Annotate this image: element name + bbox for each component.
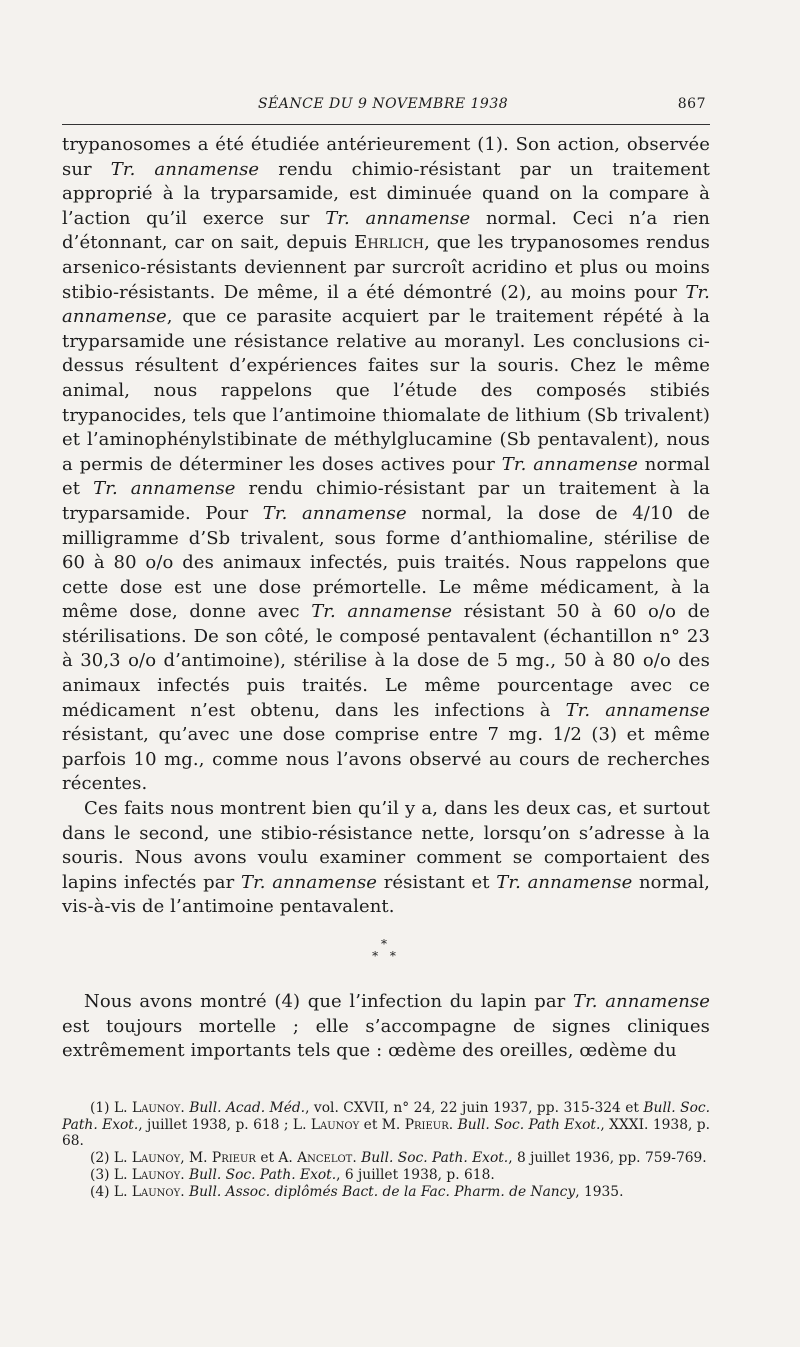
- footnote-3: (3) L. Launoy. Bull. Soc. Path. Exot., 6 juillet 1938, p. 618.: [90, 1166, 495, 1183]
- section-asterism: * * *: [372, 937, 400, 963]
- footnote-2: (2) L. Launoy, M. Prieur et A. Ancelot. Bull. Soc. Path. Exot., 8 juillet 1936, pp. 759-769.: [90, 1150, 707, 1167]
- body-text: [62, 133, 710, 1064]
- author-name: Ehrlich: [354, 232, 425, 254]
- document-page: [62, 96, 710, 1201]
- page-number: 867: [677, 96, 706, 112]
- paragraph-3: Nous avons montré (4) que l’infection du lapin par Tr. annamense est toujours mortelle ; elle s’accompagne de signes cliniques extrêmement importants tels que : œdème des oreilles, œdème du: [62, 991, 710, 1062]
- footnotes: [62, 1100, 710, 1201]
- header-rule: [62, 124, 710, 125]
- running-title: SÉANCE DU 9 NOVEMBRE 1938: [258, 96, 509, 112]
- footnote-1: (1) L. Launoy. Bull. Acad. Méd., vol. CXVII, n° 24, 22 juin 1937, pp. 315-324 et Bull. Soc. Path. Exot., juillet 1938, p. 618 ; L. Launoy et M. Prieur. Bull. Soc. Path Exot., XXXI. 1938, p. 68.: [62, 1099, 710, 1150]
- paragraph-1: trypanosomes a été étudiée antérieurement (1). Son action, observée sur Tr. annamense rendu chimio-résistant par un traitement approprié à la tryparsamide, est diminuée quand on la compare à l’action qu’il exerce sur Tr. annamense normal. Ceci n’a rien d’étonnant, car on sait, depuis Ehrlich, que les trypanosomes rendus arsenico-résistants deviennent par surcroît acridino et plus ou moins stibio-résistants. De même, il a été démontré (2), au moins pour Tr. annamense, que ce parasite acquiert par le traitement répété à la tryparsamide une résistance relative au moranyl. Les conclusions ci-dessus résultent d’expériences faites sur la souris. Chez le même animal, nous rappelons que l’étude des composés stibiés trypanocides, tels que l’antimoine thiomalate de lithium (Sb trivalent) et l’aminophénylstibinate de méthylglucamine (Sb pentavalent), nous a permis de déterminer les doses actives pour Tr. annamense normal et Tr. annamense rendu chimio-résistant par un traitement à la tryparsamide. Pour Tr. annamense normal, la dose de 4/10 de milligramme d’Sb trivalent, sous forme d’anthiomaline, stérilise de 60 à 80 o/o des animaux infectés, puis traités. Nous rappelons que cette dose est une dose prémortelle. Le même médicament, à la même dose, donne avec Tr. annamense résistant 50 à 60 o/o de stérilisations. De son côté, le composé pentavalent (échantillon n° 23 à 30,3 o/o d’antimoine), stérilise à la dose de 5 mg., 50 à 80 o/o des animaux infectés puis traités. Le même pourcentage avec ce médicament n’est obtenu, dans les infections à Tr. annamense résistant, qu’avec une dose comprise entre 7 mg. 1/2 (3) et même parfois 10 mg., comme nous l’avons observé au cours de recherches récentes.: [62, 134, 711, 795]
- paragraph-2: Ces faits nous montrent bien qu’il y a, dans les deux cas, et surtout dans le second, une stibio-résistance nette, lorsqu’on s’adresse à la souris. Nous avons voulu examiner comment se comportaient des lapins infectés par Tr. annamense résistant et Tr. annamense normal, vis-à-vis de l’antimoine pentavalent.: [62, 798, 711, 918]
- footnote-4: (4) L. Launoy. Bull. Assoc. diplômés Bact. de la Fac. Pharm. de Nancy, 1935.: [90, 1183, 624, 1200]
- running-header: [62, 96, 710, 118]
